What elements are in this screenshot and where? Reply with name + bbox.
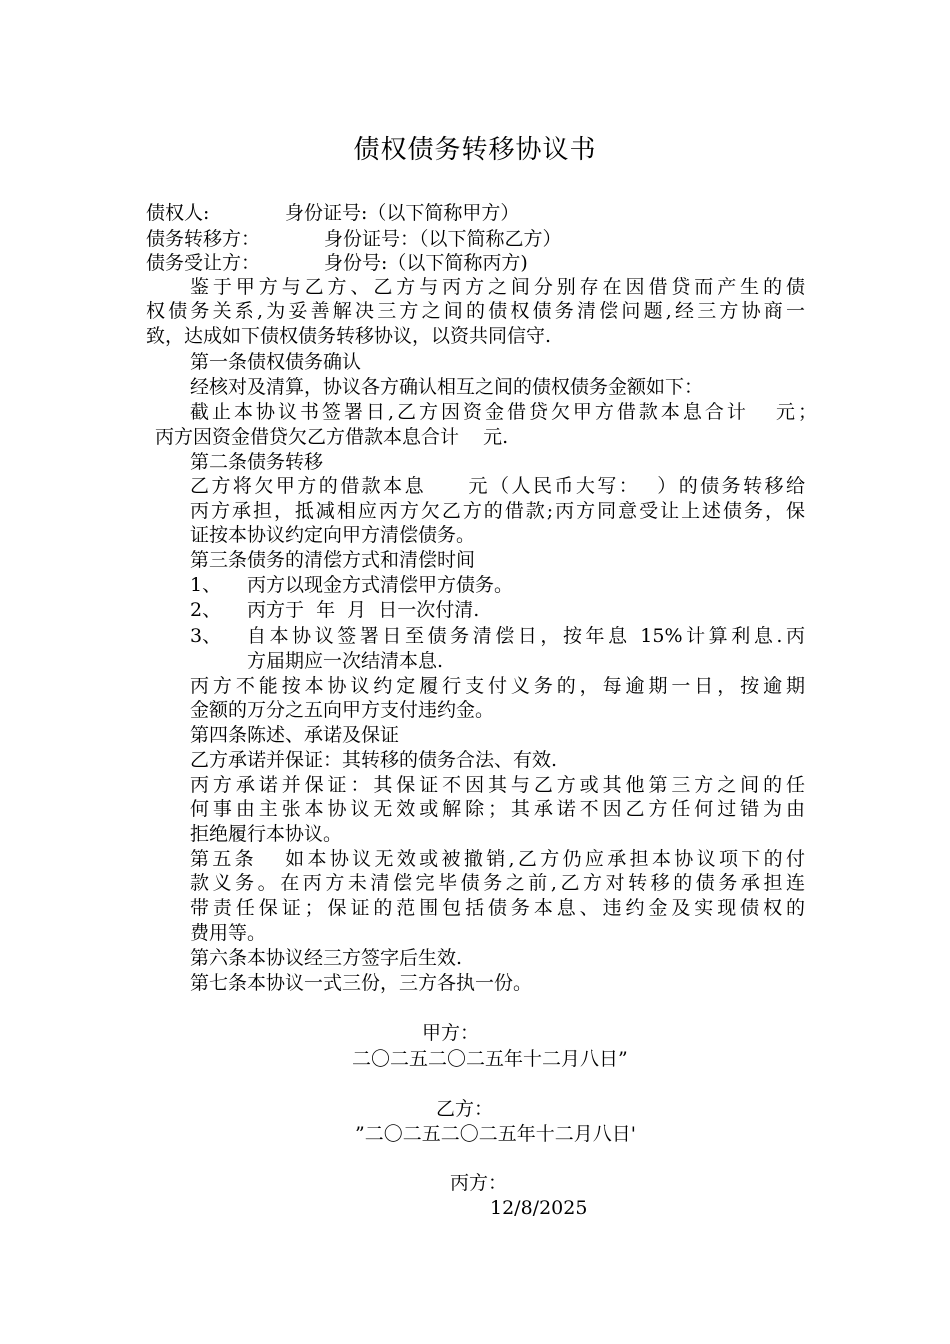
- article-2-heading: 第二条债务转移: [190, 451, 324, 473]
- article-2-text: 丙方承担，抵减相应丙方欠乙方的借款;丙方同意受让上述债务，保: [190, 500, 805, 522]
- party-b-signature-date: ”二〇二五二〇二五年十二月八日': [355, 1123, 636, 1145]
- article-1-text: 截止本协议书签署日,乙方因资金借贷欠甲方借款本息合计 元；: [190, 401, 817, 423]
- list-item: 丙方以现金方式清偿甲方债务。: [247, 574, 514, 596]
- preamble-line: 致，达成如下债权债务转移协议，以资共同信守.: [146, 325, 552, 347]
- preamble-line: 鉴于甲方与乙方、乙方与丙方之间分别存在因借贷而产生的债: [190, 276, 805, 298]
- transferee-id: 身份号:（以下简称丙方): [324, 252, 528, 274]
- party-c-signature-label: 丙方：: [450, 1172, 508, 1194]
- article-5-text: 费用等。: [190, 922, 267, 944]
- transferee-label: 债务受让方：: [146, 252, 261, 274]
- list-item: 方届期应一次结清本息.: [247, 650, 444, 672]
- article-6-text: 第六条本协议经三方签字后生效.: [190, 947, 463, 969]
- list-item-number: 1、: [190, 574, 222, 596]
- party-c-signature-date: 12/8/2025: [490, 1197, 588, 1219]
- article-5-text: 款义务。在丙方未清偿完毕债务之前,乙方对转移的债务承担连: [190, 872, 805, 894]
- article-4-text: 何事由主张本协议无效或解除；其承诺不因乙方任何过错为由: [190, 798, 805, 820]
- party-a-signature-label: 甲方：: [422, 1022, 480, 1044]
- creditor-id: 身份证号:（以下简称甲方）: [285, 202, 520, 224]
- list-item-number: 2、: [190, 599, 222, 621]
- article-3-text: 金额的万分之五向甲方支付违约金。: [190, 699, 495, 721]
- preamble-line: 权债务关系,为妥善解决三方之间的债权债务清偿问题,经三方协商一: [146, 300, 805, 322]
- article-1-heading: 第一条债权债务确认: [190, 351, 362, 373]
- party-b-signature-label: 乙方：: [436, 1098, 494, 1120]
- article-3-heading: 第三条债务的清偿方式和清偿时间: [190, 549, 476, 571]
- document-title: 债权债务转移协议书: [353, 135, 597, 165]
- article-2-text: 乙方将欠甲方的借款本息 元（人民币大写： ）的债务转移给: [190, 475, 805, 497]
- article-2-text: 证按本协议约定向甲方清偿债务。: [190, 524, 476, 546]
- party-a-signature-date: 二〇二五二〇二五年十二月八日”: [352, 1048, 628, 1070]
- article-4-text: 拒绝履行本协议。: [190, 823, 343, 845]
- transferor-label: 债务转移方：: [146, 228, 261, 250]
- article-7-text: 第七条本协议一式三份，三方各执一份。: [190, 972, 533, 994]
- article-5-text: 带责任保证；保证的范围包括债务本息、违约金及实现债权的: [190, 897, 805, 919]
- list-item: 自本协议签署日至债务清偿日，按年息 15%计算利息.丙: [247, 625, 805, 647]
- article-1-text: 丙方因资金借贷欠乙方借款本息合计 元.: [155, 426, 509, 448]
- list-item-number: 3、: [190, 625, 222, 647]
- transferor-id: 身份证号：（以下简称乙方）: [324, 228, 562, 250]
- article-3-text: 丙方不能按本协议约定履行支付义务的，每逾期一日，按逾期: [190, 675, 805, 697]
- list-item: 丙方于 年 月 日一次付清.: [247, 599, 480, 621]
- article-1-text: 经核对及清算，协议各方确认相互之间的债权债务金额如下：: [190, 376, 704, 398]
- article-4-text: 丙方承诺并保证：其保证不因其与乙方或其他第三方之间的任: [190, 774, 805, 796]
- creditor-label: 债权人:: [146, 202, 210, 224]
- article-4-text: 乙方承诺并保证：其转移的债务合法、有效.: [190, 749, 558, 771]
- article-5-text: 第五条 如本协议无效或被撤销,乙方仍应承担本协议项下的付: [190, 848, 805, 870]
- article-4-heading: 第四条陈述、承诺及保证: [190, 724, 400, 746]
